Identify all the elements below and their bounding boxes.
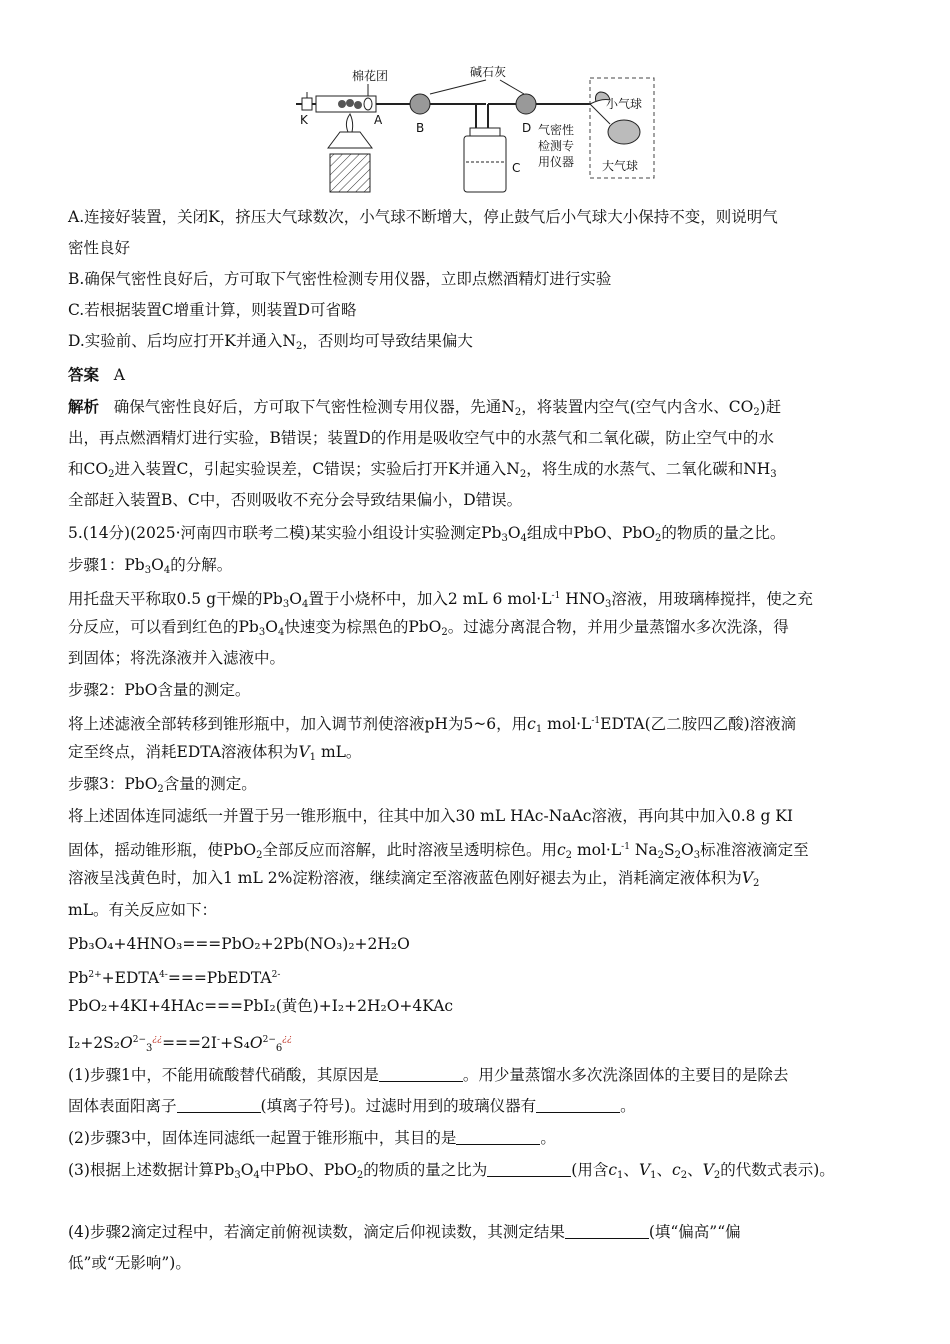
question-3: (3)根据上述数据计算$Pb_3O_4$中PbO、PbO$_2$的物质的量之比为 (用含$c_1$、$V_1$、$c_2$、$V_2$的代数式表示)。 [68, 1161, 835, 1181]
step1-line1: 用托盘天平称取0.5 g干燥的$Pb_3O_4$置于小烧杯中，加入2 mL 6 $mol\cdot L^{-1}$ $HNO_3$溶液，用玻璃棒搅拌，使之充 [68, 590, 813, 610]
answer-blank-5[interactable] [487, 1161, 571, 1177]
answer-blank-2[interactable] [177, 1097, 261, 1113]
alcohol-lamp [328, 132, 372, 148]
drying-tube-d [516, 94, 536, 114]
wash-bottle-c [464, 136, 506, 192]
equation-1: Pb₃O₄+4HNO₃===PbO₂+2Pb(NO₃)₂+2H₂O [68, 935, 410, 953]
question-4-line1: (4)步骤2滴定过程中，若滴定前俯视读数，滴定后仰视读数，其测定结果 (填“偏高”“偏 [68, 1223, 741, 1241]
label-k: K [300, 113, 308, 127]
q5-title: 5.(14分)(2025·河南四市联考二模)某实验小组设计实验测定$Pb_3O_4$组成中PbO、PbO$_2$的物质的量之比。 [68, 524, 786, 544]
question-4-line2: 低”或“无影响”)。 [68, 1254, 191, 1272]
label-big-balloon: 大气球 [602, 159, 639, 173]
question-1-line2: 固体表面阳离子 (填离子符号)。过滤时用到的玻璃仪器有 。 [68, 1097, 636, 1115]
step1-line3: 到固体；将洗涤液并入滤液中。 [68, 649, 286, 667]
option-b: B.确保气密性良好后，方可取下气密性检测专用仪器，立即点燃酒精灯进行实验 [68, 270, 612, 288]
apparatus-diagram [290, 62, 660, 197]
answer-label: 答案 [68, 365, 100, 384]
step2-line2: 定至终点，消耗EDTA溶液体积为$V_1$ mL。 [68, 743, 362, 763]
step2-line1: 将上述滤液全部转移到锥形瓶中，加入调节剂使溶液pH为5~6，用$c_1$ $mol\cdot L^{-1}EDTA$(乙二胺四乙酸)溶液滴 [68, 715, 797, 735]
step3-line1: 将上述固体连同滤纸一并置于另一锥形瓶中，往其中加入30 mL HAc-NaAc溶液，再向其中加入0.8 g KI [68, 807, 794, 825]
step3-line3: 溶液呈浅黄色时，加入1 mL 2%淀粉溶液，继续滴定至溶液蓝色刚好褪去为止，消耗滴定液体积为$V_2$ [68, 869, 760, 889]
analysis-line2: 出，再点燃酒精灯进行实验，B错误；装置D的作用是吸收空气中的水蒸气和二氧化碳，防止空气中的水 [68, 429, 774, 447]
question-2: (2)步骤3中，固体连同滤纸一起置于锥形瓶中，其目的是 。 [68, 1129, 556, 1147]
answer-blank-4[interactable] [456, 1129, 540, 1145]
option-d: D.实验前、后均应打开K并通入$N_2$，否则均可导致结果偏大 [68, 332, 473, 352]
drying-tube-b [410, 94, 430, 114]
stand-block [330, 154, 370, 192]
answer-blank-6[interactable] [565, 1223, 649, 1239]
step1-line2: 分反应，可以看到红色的$Pb_3O_4$快速变为棕黑色的PbO$_2$。过滤分离混合物，并用少量蒸馏水多次洗涤，得 [68, 618, 789, 638]
label-a: A [374, 113, 383, 127]
equation-4: $I_2+2S_2O^{2-}_3^{¿¿}===2I^-+S_4O^{2-}_6^{¿¿}$ [68, 1034, 292, 1054]
analysis-line4: 全部赶入装置B、C中，否则吸收不充分会导致结果偏小，D错误。 [68, 491, 523, 509]
analysis-line1: 解析 确保气密性良好后，方可取下气密性检测专用仪器，先通$N_2$，将装置内空气(空气内含水、$CO_2$)赶 [68, 397, 782, 418]
label-cotton: 棉花团 [352, 69, 389, 83]
label-instrument-3: 用仪器 [538, 155, 575, 169]
analysis-line3: 和$CO_2$进入装置C，引起实验误差，C错误；实验后打开K并通入$N_2$，将生成的水蒸气、二氧化碳和$NH_3$ [68, 460, 777, 480]
option-c: C.若根据装置C增重计算，则装置D可省略 [68, 301, 357, 319]
answer-blank-1[interactable] [379, 1066, 463, 1082]
step3-line4: mL。有关反应如下： [68, 901, 217, 919]
option-a-line1: A.连接好装置，关闭K，挤压大气球数次，小气球不断增大，停止鼓气后小气球大小保持不变，则说明气 [68, 208, 778, 226]
answer-value: A [113, 366, 125, 384]
step3-line2: 固体，摇动锥形瓶，使PbO$_2$全部反应而溶解，此时溶液呈透明棕色。用$c_2$ $mol\cdot L^{-1}$ $Na_2S_2O_3$标准溶液滴定至 [68, 841, 809, 861]
label-c: C [512, 161, 521, 175]
label-d: D [522, 121, 532, 135]
step1-title: 步骤1：$Pb_3O_4$的分解。 [68, 556, 233, 576]
answer-blank-3[interactable] [536, 1097, 620, 1113]
equation-3: PbO₂+4KI+4HAc===PbI₂(黄色)+I₂+2H₂O+4KAc [68, 997, 454, 1015]
equation-2: $Pb^{2+}+EDTA^{4-}===PbEDTA^{2-}$ [68, 969, 281, 987]
step2-title: 步骤2：PbO含量的测定。 [68, 681, 251, 699]
label-small-balloon: 小气球 [606, 97, 643, 111]
flame [346, 114, 352, 132]
question-1-line1: (1)步骤1中，不能用硫酸替代硝酸，其原因是 。用少量蒸馏水多次洗涤固体的主要目的是除去 [68, 1066, 789, 1084]
option-a-line2: 密性良好 [68, 239, 131, 257]
label-b: B [416, 121, 425, 135]
label-instrument-1: 气密性 [538, 123, 575, 137]
label-instrument-2: 检测专 [538, 139, 575, 153]
big-balloon [608, 120, 640, 144]
answer-line [68, 365, 125, 385]
valve-k [302, 98, 312, 110]
cotton-plug [364, 98, 372, 110]
step3-title: 步骤3：PbO$_2$含量的测定。 [68, 775, 257, 795]
label-sodalime: 碱石灰 [470, 65, 507, 79]
